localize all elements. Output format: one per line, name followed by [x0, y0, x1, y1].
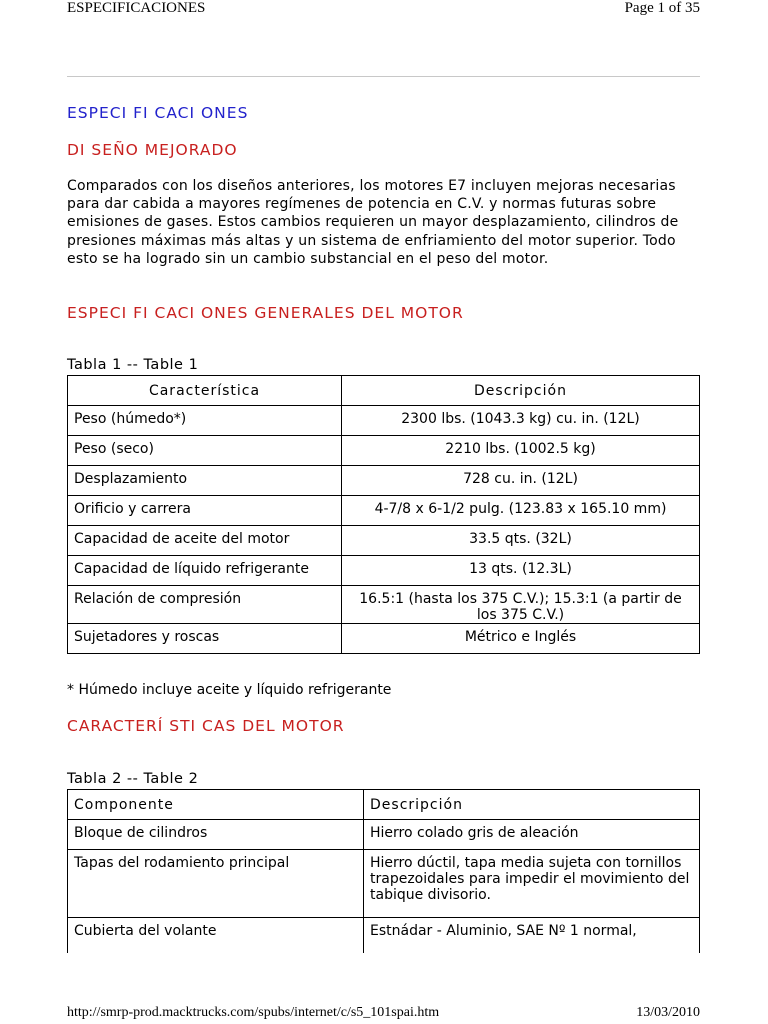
table-header-row — [68, 790, 700, 820]
table-cell: 33.5 qts. (32L) — [342, 526, 700, 556]
table-row — [68, 556, 700, 586]
table-cell: 2210 lbs. (1002.5 kg) — [342, 436, 700, 466]
table-row — [68, 820, 700, 850]
table-row — [68, 496, 700, 526]
table-cell: Orificio y carrera — [68, 496, 342, 526]
table-cell: 13 qts. (12.3L) — [342, 556, 700, 586]
table1-caption: Tabla 1 -- Table 1 — [67, 357, 199, 373]
design-heading: DI SEÑO MEJORADO — [67, 141, 238, 159]
page-number: Page 1 of 35 — [624, 0, 700, 16]
table-cell: Estnádar - Aluminio, SAE Nº 1 normal, — [364, 918, 700, 954]
table-cell: Desplazamiento — [68, 466, 342, 496]
general-specs-heading: ESPECI FI CACI ONES GENERALES DEL MOTOR — [67, 304, 464, 322]
specs-table — [67, 375, 700, 654]
column-header: Característica — [68, 376, 342, 406]
table-cell: Capacidad de líquido refrigerante — [68, 556, 342, 586]
table-cell: 4-7/8 x 6-1/2 pulg. (123.83 x 165.10 mm) — [342, 496, 700, 526]
table-cell: Hierro dúctil, tapa media sujeta con tornillos trapezoidales para impedir el movimiento del tabique divisorio. — [364, 850, 700, 918]
footnote: * Húmedo incluye aceite y líquido refrigerante — [67, 682, 392, 698]
table2-caption: Tabla 2 -- Table 2 — [67, 771, 199, 787]
table-cell: 16.5:1 (hasta los 375 C.V.); 15.3:1 (a partir de los 375 C.V.) — [342, 586, 700, 624]
table-cell: Métrico e Inglés — [342, 624, 700, 654]
table-row — [68, 466, 700, 496]
table-cell: 728 cu. in. (12L) — [342, 466, 700, 496]
column-header: Componente — [68, 790, 364, 820]
table-cell: Hierro colado gris de aleación — [364, 820, 700, 850]
table-row — [68, 586, 700, 624]
table-row — [68, 624, 700, 654]
table-cell: Bloque de cilindros — [68, 820, 364, 850]
table-row — [68, 406, 700, 436]
table-row — [68, 918, 700, 954]
footer-url: http://smrp-prod.macktrucks.com/spubs/internet/c/s5_101spai.htm — [67, 1005, 440, 1020]
engine-features-heading: CARACTERÍ STI CAS DEL MOTOR — [67, 717, 345, 735]
table-cell: Relación de compresión — [68, 586, 342, 624]
table-cell: Tapas del rodamiento principal — [68, 850, 364, 918]
divider — [67, 76, 700, 77]
column-header: Descripción — [364, 790, 700, 820]
header-title: ESPECIFICACIONES — [67, 0, 206, 16]
table-row — [68, 850, 700, 918]
table-cell: Peso (seco) — [68, 436, 342, 466]
table-cell: Cubierta del volante — [68, 918, 364, 954]
footer-date: 13/03/2010 — [636, 1005, 700, 1020]
main-heading: ESPECI FI CACI ONES — [67, 104, 249, 122]
table-cell: 2300 lbs. (1043.3 kg) cu. in. (12L) — [342, 406, 700, 436]
table-cell: Capacidad de aceite del motor — [68, 526, 342, 556]
table-cell: Sujetadores y roscas — [68, 624, 342, 654]
components-table — [67, 789, 700, 953]
table-header-row — [68, 376, 700, 406]
column-header: Descripción — [342, 376, 700, 406]
table-row — [68, 526, 700, 556]
table-row — [68, 436, 700, 466]
table-cell: Peso (húmedo*) — [68, 406, 342, 436]
intro-paragraph: Comparados con los diseños anteriores, los motores E7 incluyen mejoras necesarias para dar cabida a mayores regímenes de potencia en C.V. y normas futuras sobre emisiones de gases. Estos cambios requieren un mayor desplazamiento, cilindros de presiones máximas más altas y un sistema de enfriamiento del motor superior. Todo esto se ha logrado sin un cambio substancial en el peso del motor. — [67, 178, 679, 267]
